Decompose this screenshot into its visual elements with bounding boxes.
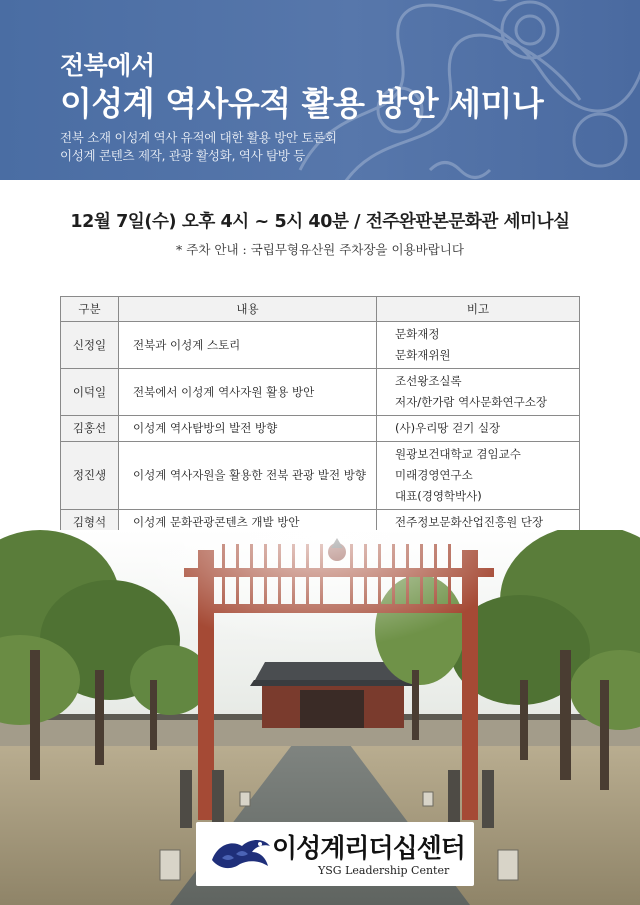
- page-title: 이성계 역사유적 활용 방안 세미나: [60, 84, 544, 123]
- speaker-name: 신정일: [61, 322, 119, 369]
- header-subtitle: 전북에서: [60, 51, 155, 80]
- header-banner: [0, 0, 640, 180]
- header-remarks: 비고: [377, 297, 580, 322]
- header-description-line-1: 전북 소재 이성계 역사 유적에 대한 활용 방안 토론회: [60, 130, 337, 145]
- remark-line: 미래경영연구소: [395, 468, 473, 482]
- remark-line: 저자/한가람 역사문화연구소장: [395, 395, 547, 409]
- header-content: 내용: [119, 297, 377, 322]
- remark-line: 전주정보문화산업진흥원 단장: [395, 515, 544, 529]
- speaker-name: 이덕일: [61, 369, 119, 416]
- event-schedule: 12월 7일(수) 오후 4시 ~ 5시 40분 / 전주완판본문화관 세미나실: [70, 212, 570, 232]
- remarks: [377, 416, 580, 442]
- table-row: [61, 369, 580, 416]
- topic: 전북과 이성계 스토리: [119, 322, 377, 369]
- parking-notice: * 주차 안내 : 국립무형유산원 주차장을 이용바랍니다: [176, 242, 464, 257]
- topic: 이성계 역사탐방의 발전 방향: [119, 416, 377, 442]
- remark-line: 원광보건대학교 겸임교수: [395, 447, 521, 461]
- dragon-logo-icon: [208, 830, 274, 874]
- remarks: [377, 322, 580, 369]
- remark-line: 문화재위원: [395, 348, 451, 362]
- header-description-line-2: 이성계 콘텐츠 제작, 관광 활성화, 역사 탐방 등: [60, 148, 306, 163]
- logo-name-english: YSG Leadership Center: [318, 864, 450, 877]
- table-header-row: [61, 297, 580, 322]
- program-table: [60, 296, 580, 536]
- speaker-name: 김홍선: [61, 416, 119, 442]
- leadership-center-logo: [196, 822, 474, 886]
- table-row: [61, 322, 580, 369]
- header-category: 구분: [61, 297, 119, 322]
- remarks: [377, 369, 580, 416]
- table-row: [61, 442, 580, 510]
- remark-line: 문화재정: [395, 327, 440, 341]
- remark-line: 대표(경영학박사): [395, 489, 482, 503]
- topic: 이성계 역사자원을 활용한 전북 관광 발전 방향: [119, 442, 377, 510]
- remarks: [377, 442, 580, 510]
- speaker-name: 김형석: [61, 510, 119, 536]
- remark-line: 조선왕조실록: [395, 374, 462, 388]
- topic: 이성계 문화관광콘텐츠 개발 방안: [119, 510, 377, 536]
- speaker-name: 정진생: [61, 442, 119, 510]
- topic: 전북에서 이성계 역사자원 활용 방안: [119, 369, 377, 416]
- remark-line: (사)우리땅 걷기 실장: [395, 421, 501, 435]
- table-row: [61, 416, 580, 442]
- logo-name-korean: 이성계리더십센터: [272, 834, 465, 864]
